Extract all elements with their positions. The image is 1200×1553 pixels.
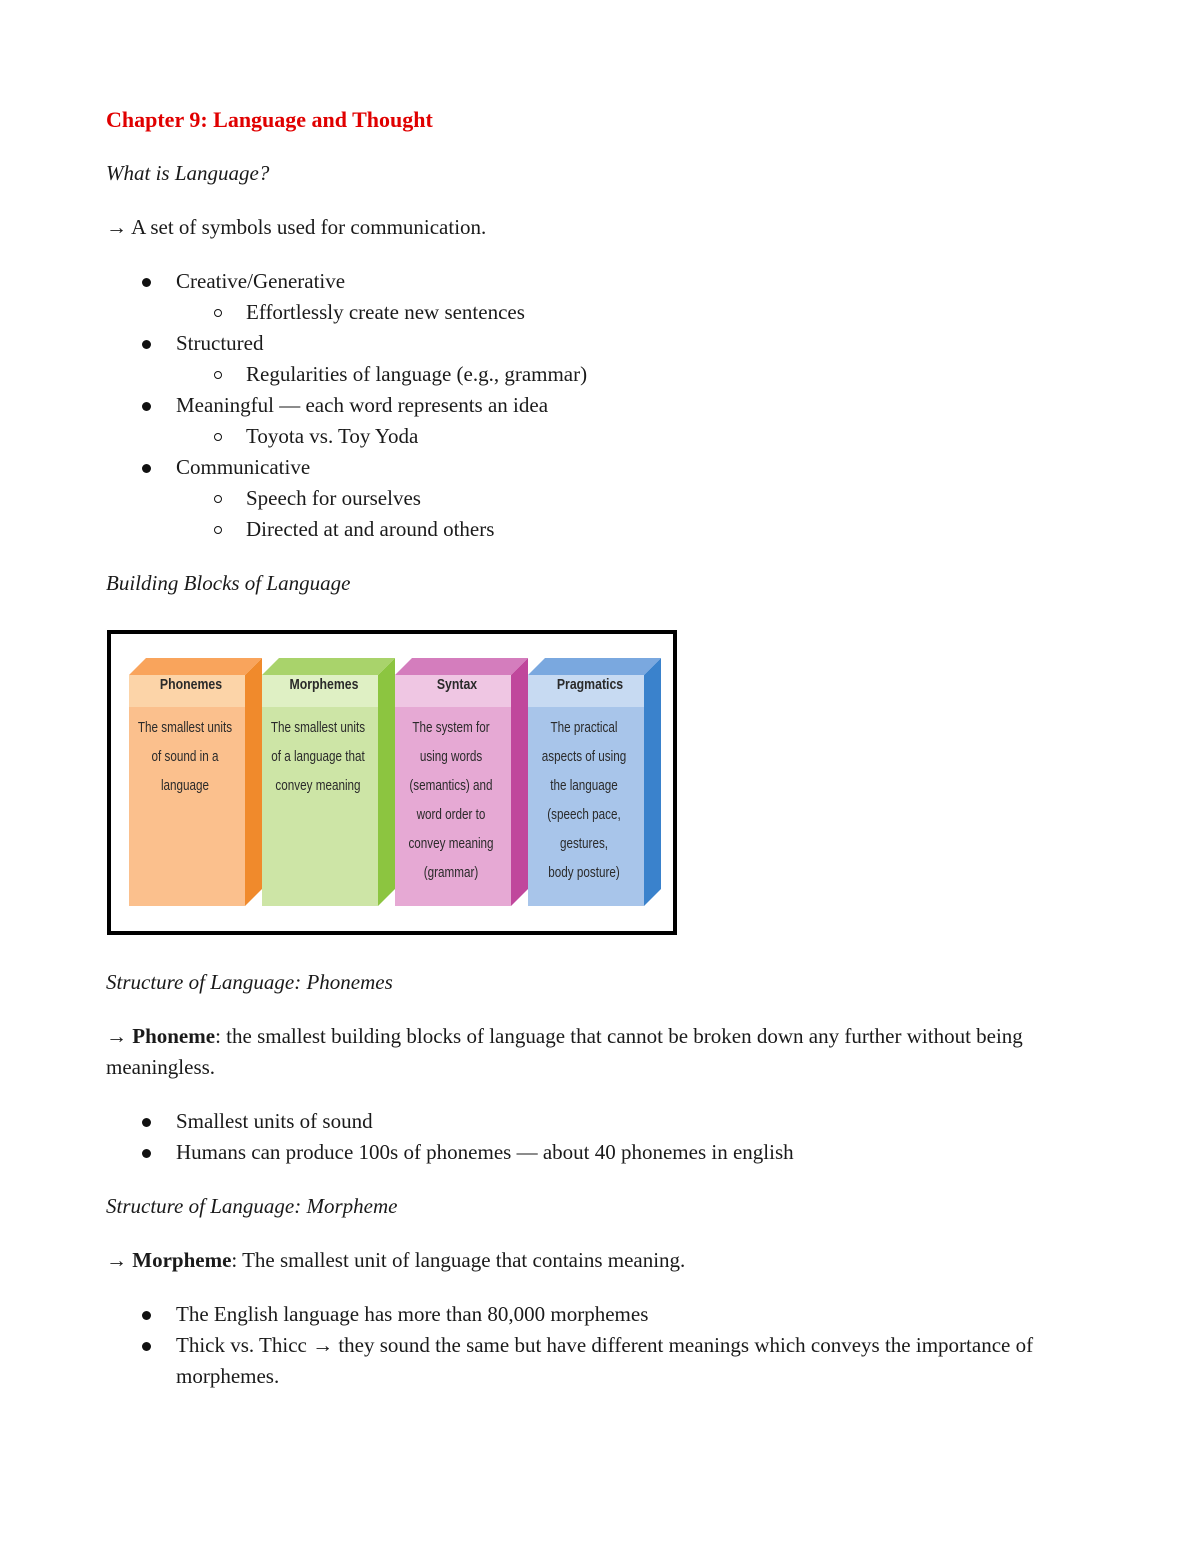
block-side-face xyxy=(511,658,528,906)
block-description-line: (speech pace, xyxy=(547,805,621,823)
block-title: Syntax xyxy=(436,675,478,693)
block-morphemes xyxy=(262,658,395,906)
block-description-line: (semantics) and xyxy=(409,776,493,794)
list-item: Communicative Speech for ourselves Directed at and around others xyxy=(106,452,1106,545)
block-top-face xyxy=(528,658,661,675)
section-heading-morpheme: Structure of Language: Morpheme xyxy=(106,1194,398,1218)
block-side-face xyxy=(644,658,661,906)
block-description-line: body posture) xyxy=(548,863,620,881)
phoneme-list xyxy=(106,1106,1106,1168)
list-item: Smallest units of sound xyxy=(106,1106,1106,1137)
hollow-bullet-icon xyxy=(214,495,222,503)
block-title: Phonemes xyxy=(159,675,223,693)
block-description-line: The practical xyxy=(550,718,618,736)
block-title: Pragmatics xyxy=(556,675,624,693)
morpheme-list xyxy=(106,1299,1106,1392)
building-blocks-figure xyxy=(107,630,677,935)
sub-list-item: Speech for ourselves xyxy=(106,483,1106,514)
section-heading-what-is-language: What is Language? xyxy=(106,161,270,185)
block-top-face xyxy=(129,658,262,675)
sub-list-item: Directed at and around others xyxy=(106,514,1106,545)
block-description-line: of a language that xyxy=(271,747,365,765)
building-blocks-diagram xyxy=(111,634,673,931)
list-item: Structured Regularities of language (e.g., grammar) xyxy=(106,328,1106,390)
bullet-icon xyxy=(142,278,151,287)
section-heading-phonemes: Structure of Language: Phonemes xyxy=(106,970,393,994)
hollow-bullet-icon xyxy=(214,433,222,441)
hollow-bullet-icon xyxy=(214,309,222,317)
block-side-face xyxy=(245,658,262,906)
block-top-face xyxy=(395,658,528,675)
bullet-icon xyxy=(142,1118,151,1127)
block-description-line: (grammar) xyxy=(423,863,479,881)
language-properties-list xyxy=(106,266,1106,545)
document-page-lower xyxy=(106,967,1106,1392)
block-description-line: word order to xyxy=(416,805,486,823)
bullet-icon xyxy=(142,340,151,349)
document-page xyxy=(106,104,1106,599)
hollow-bullet-icon xyxy=(214,371,222,379)
block-description-line: the language xyxy=(550,776,618,794)
bullet-icon xyxy=(142,1342,151,1351)
section-heading-building-blocks: Building Blocks of Language xyxy=(106,571,351,595)
bullet-icon xyxy=(142,464,151,473)
block-side-face xyxy=(378,658,395,906)
list-item: Meaningful — each word represents an idea Toyota vs. Toy Yoda xyxy=(106,390,1106,452)
list-item: Thick vs. Thicc → they sound the same but have different meanings which conveys the importance of morphemes. xyxy=(106,1330,1106,1392)
list-item: The English language has more than 80,000 morphemes xyxy=(106,1299,1106,1330)
phoneme-definition: → Phoneme: the smallest building blocks of language that cannot be broken down any further without being meaningless. xyxy=(106,1024,1023,1079)
language-definition: → A set of symbols used for communication. xyxy=(106,215,487,239)
block-description-line: language xyxy=(160,776,210,794)
block-description-line: gestures, xyxy=(559,834,609,852)
hollow-bullet-icon xyxy=(214,526,222,534)
chapter-title: Chapter 9: Language and Thought xyxy=(106,107,433,132)
block-description-line: The smallest units xyxy=(270,718,366,736)
list-item: Creative/Generative Effortlessly create new sentences xyxy=(106,266,1106,328)
block-pragmatics xyxy=(528,658,661,906)
block-phonemes xyxy=(129,658,262,906)
bullet-icon xyxy=(142,1149,151,1158)
phoneme-term: Phoneme xyxy=(132,1024,216,1048)
list-item: Humans can produce 100s of phonemes — about 40 phonemes in english xyxy=(106,1137,1106,1168)
morpheme-definition: → Morpheme: The smallest unit of language that contains meaning. xyxy=(106,1248,686,1272)
block-description-line: of sound in a xyxy=(151,747,219,765)
block-description-line: aspects of using xyxy=(541,747,627,765)
block-title: Morphemes xyxy=(289,675,359,693)
block-syntax xyxy=(395,658,528,906)
block-description-line: The system for xyxy=(412,718,490,736)
bullet-icon xyxy=(142,1311,151,1320)
morpheme-term: Morpheme xyxy=(132,1248,232,1272)
block-front-face xyxy=(129,707,245,906)
block-description-line: convey meaning xyxy=(408,834,494,852)
block-description-line: convey meaning xyxy=(275,776,361,794)
block-description-line: using words xyxy=(419,747,483,765)
sub-list-item: Effortlessly create new sentences xyxy=(106,297,1106,328)
block-front-face xyxy=(262,707,378,906)
block-top-face xyxy=(262,658,395,675)
sub-list-item: Regularities of language (e.g., grammar) xyxy=(106,359,1106,390)
sub-list-item: Toyota vs. Toy Yoda xyxy=(106,421,1106,452)
bullet-icon xyxy=(142,402,151,411)
block-description-line: The smallest units xyxy=(137,718,233,736)
